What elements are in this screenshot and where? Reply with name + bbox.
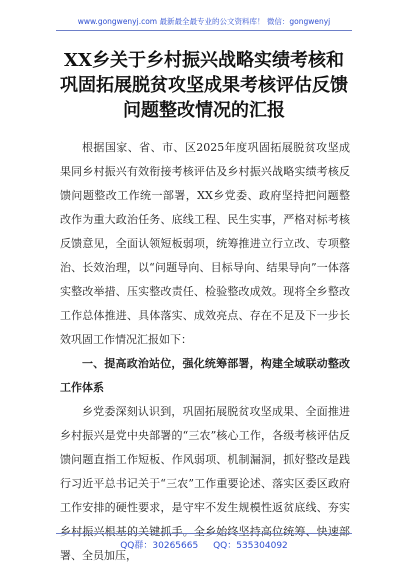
- document-title: XX乡关于乡村振兴战略实绩考核和巩固拓展脱贫攻坚成果考核评估反馈问题整改情况的汇报: [60, 50, 348, 121]
- footer-divider: [56, 533, 352, 534]
- intro-paragraph: 根据国家、省、市、区2025年度巩固拓展脱贫攻坚成果同乡村振兴有效衔接考核评估及乡村振兴战略实绩考核反馈问题整改工作统一部署，XX乡党委、政府坚持把问题整改作为重大政治任务、底线工程、民生实事，严格对标考核反馈意见，全面认领短板弱项，统筹推进立行立改、专项整治、长效治理，以“问题导向、目标导向、结果导向”一体落实整改举措、压实整改责任、检验整改成效。现将全乡整改工作总体推进、具体落实、成效亮点、存在不足及下一步长效巩固工作情况汇报如下：: [60, 141, 350, 346]
- page-footer: [0, 538, 408, 551]
- page-header-watermark: www.gongwenyj.com 最新最全最专业的公文资料库！ 微信：gongwenyj: [77, 17, 331, 26]
- section-heading: 一、提高政治站位，强化统筹部署，构建全域联动整改工作体系: [60, 357, 350, 394]
- header-divider: [56, 30, 352, 31]
- body-paragraph: 乡党委深刻认识到，巩固拓展脱贫攻坚成果、全面推进乡村振兴是党中央部署的“三农”核心工作，各级考核评估反馈问题直指工作短板、作风弱项、机制漏洞，抓好整改是践行习近平总书记关于“三农”工作重要论述、落实区委区政府工作安排的硬性要求，是守牢不发生规模性返贫底线、夯实乡村振兴根基的关键抓手。全乡始终坚持高位统筹、快速部署、全员加压，: [60, 405, 350, 562]
- document-body: [60, 136, 350, 568]
- footer-qq: QQ：535304092: [213, 541, 288, 551]
- footer-qq-group: QQ群：30265665: [120, 541, 199, 551]
